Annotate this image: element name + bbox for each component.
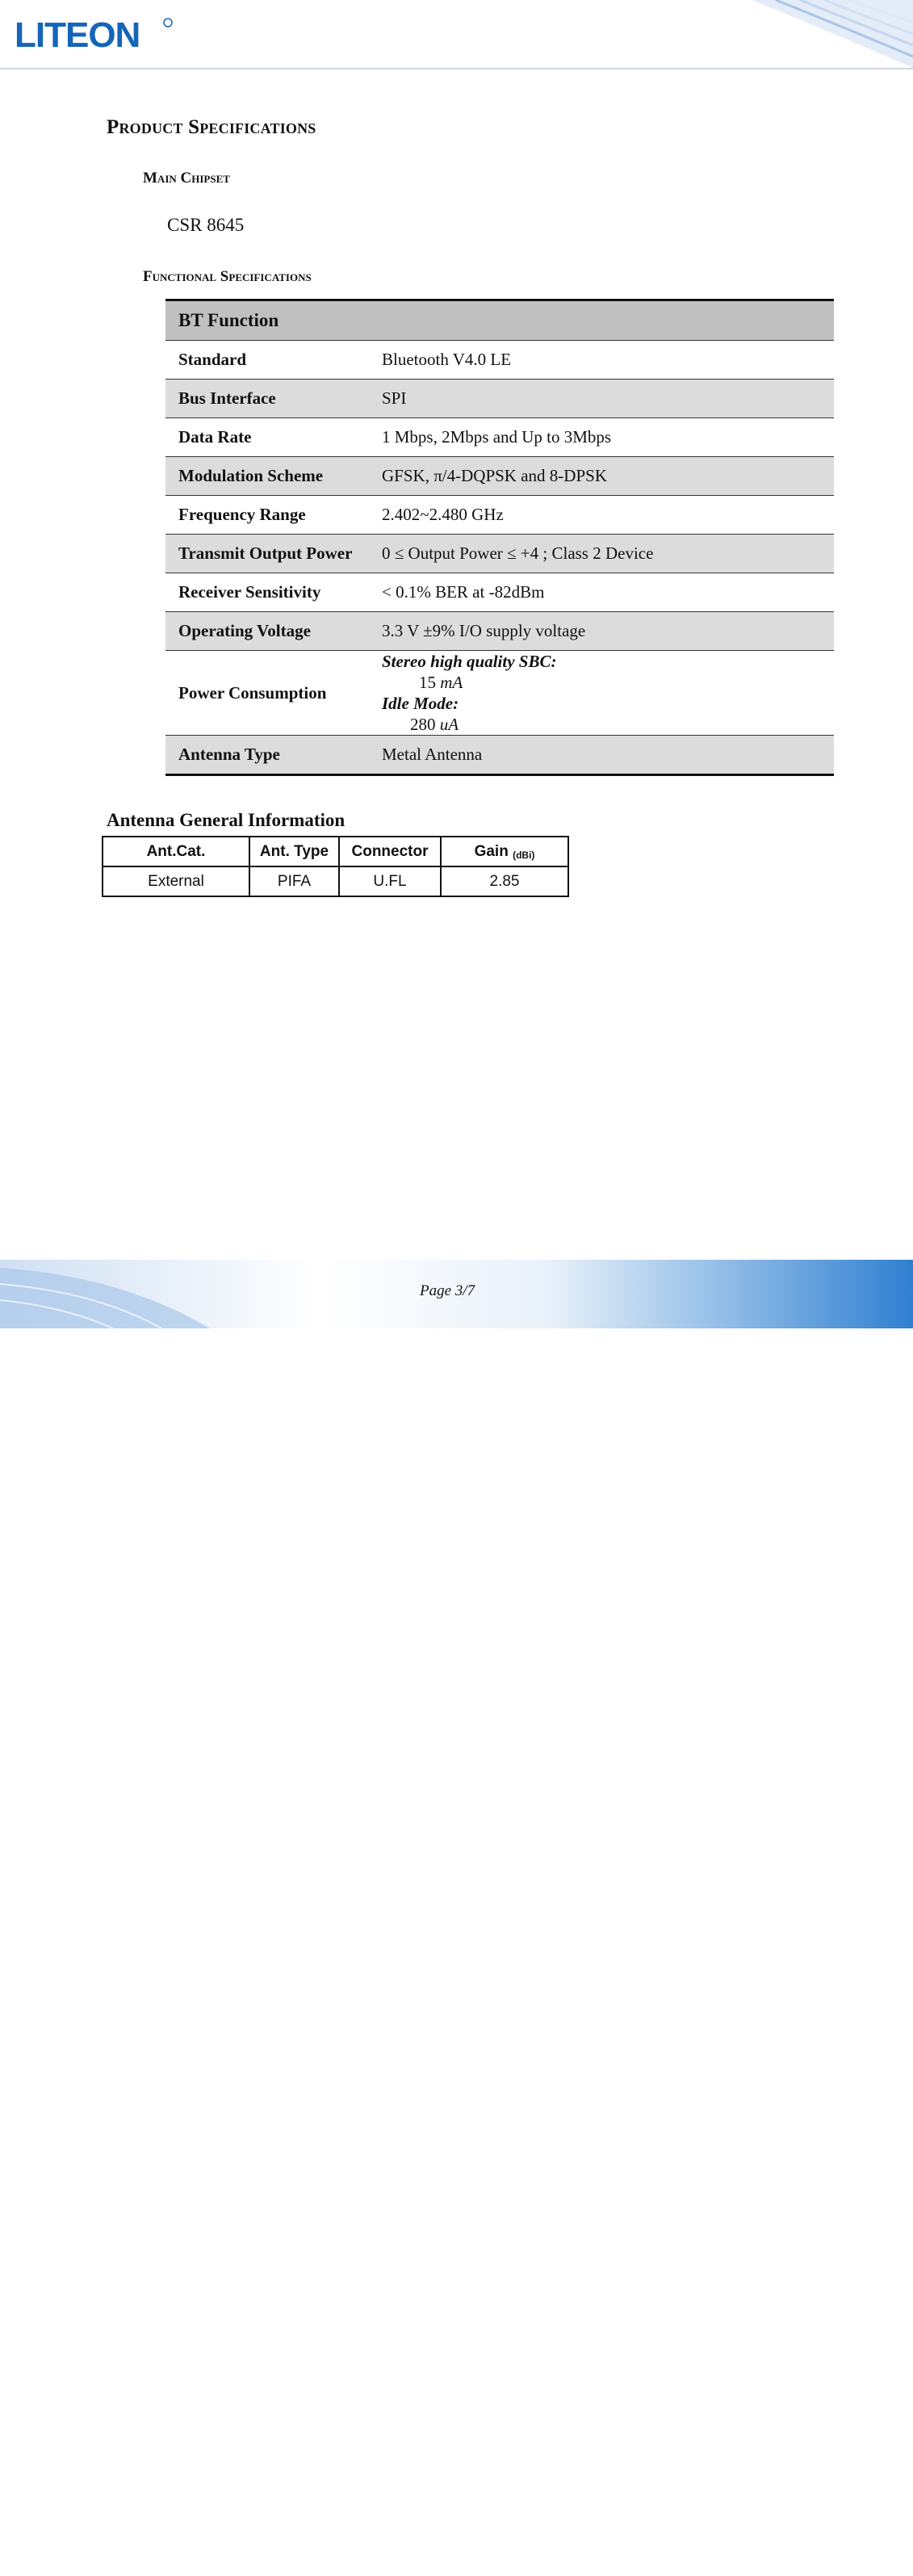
spec-table-header xyxy=(165,300,834,341)
spec-key: Power Consumption xyxy=(165,651,371,736)
sbc-mode-current xyxy=(382,672,834,693)
table-row xyxy=(165,651,834,736)
spec-value: 1 Mbps, 2Mbps and Up to 3Mbps xyxy=(371,418,834,457)
spec-key: Modulation Scheme xyxy=(165,457,371,496)
spec-key: Antenna Type xyxy=(165,736,371,775)
footer-liteon-logo xyxy=(735,2544,864,2576)
functional-spec-table xyxy=(165,299,834,776)
gain-unit: (dBi) xyxy=(513,849,535,861)
col-header-ant-cat: Ant.Cat. xyxy=(103,837,249,866)
spec-value: 3.3 V ±9% I/O supply voltage xyxy=(371,612,834,651)
bt-function-header: BT Function xyxy=(165,300,834,341)
table-row xyxy=(165,573,834,612)
table-row xyxy=(165,457,834,496)
footer-logo-text: LITEON xyxy=(735,2545,843,2576)
spec-key: Transmit Output Power xyxy=(165,535,371,573)
main-chipset-value: CSR 8645 xyxy=(167,215,245,235)
idle-current-number: 280 xyxy=(410,715,436,734)
idle-current-unit: uA xyxy=(439,715,459,734)
spec-key: Bus Interface xyxy=(165,380,371,418)
idle-mode-label: Idle Mode: xyxy=(382,694,459,713)
col-header-connector: Connector xyxy=(339,837,441,866)
spec-value: 0 ≤ Output Power ≤ +4 ; Class 2 Device xyxy=(371,535,834,573)
spec-key: Frequency Range xyxy=(165,496,371,535)
table-row xyxy=(165,496,834,535)
sbc-current-number: 15 xyxy=(419,673,436,692)
sbc-mode-label: Stereo high quality SBC: xyxy=(382,652,557,671)
cell-gain: 2.85 xyxy=(441,866,568,896)
spec-value: Metal Antenna xyxy=(371,736,834,775)
spec-value: SPI xyxy=(371,380,834,418)
idle-mode-current xyxy=(382,714,834,735)
col-header-gain xyxy=(441,837,568,866)
gain-label: Gain xyxy=(474,842,509,860)
liteon-logo-text: LITEON xyxy=(15,15,140,53)
spec-value: < 0.1% BER at -82dBm xyxy=(371,573,834,612)
table-row xyxy=(165,418,834,457)
cell-ant-type: PIFA xyxy=(249,866,339,896)
liteon-logo xyxy=(15,15,176,53)
spec-value: Bluetooth V4.0 LE xyxy=(371,341,834,380)
cell-ant-cat: External xyxy=(103,866,249,896)
antenna-info-table xyxy=(102,836,569,897)
cell-connector: U.FL xyxy=(339,866,441,896)
spec-key: Data Rate xyxy=(165,418,371,457)
table-row xyxy=(165,736,834,775)
antenna-table-header-row xyxy=(103,837,568,866)
page-header xyxy=(0,0,913,71)
spec-key: Receiver Sensitivity xyxy=(165,573,371,612)
spec-key: Standard xyxy=(165,341,371,380)
power-consumption-values xyxy=(371,651,834,736)
spec-value: GFSK, π/4-DQPSK and 8-DPSK xyxy=(371,457,834,496)
sbc-current-unit: mA xyxy=(440,673,463,692)
table-row xyxy=(165,612,834,651)
table-row xyxy=(165,535,834,573)
table-row xyxy=(165,341,834,380)
main-chipset-heading: Main Chipset xyxy=(143,170,230,187)
header-swoosh-graphic xyxy=(735,0,913,71)
spec-key: Operating Voltage xyxy=(165,612,371,651)
functional-specifications-heading: Functional Specifications xyxy=(143,268,312,285)
table-row xyxy=(103,866,568,896)
header-divider xyxy=(0,68,913,69)
col-header-ant-type: Ant. Type xyxy=(249,837,339,866)
antenna-section-title: Antenna General Information xyxy=(107,810,346,830)
table-row xyxy=(165,380,834,418)
page-title: Product Specifications xyxy=(107,116,316,138)
page-number: Page 3/7 xyxy=(420,1282,475,1299)
spec-value: 2.402~2.480 GHz xyxy=(371,496,834,535)
